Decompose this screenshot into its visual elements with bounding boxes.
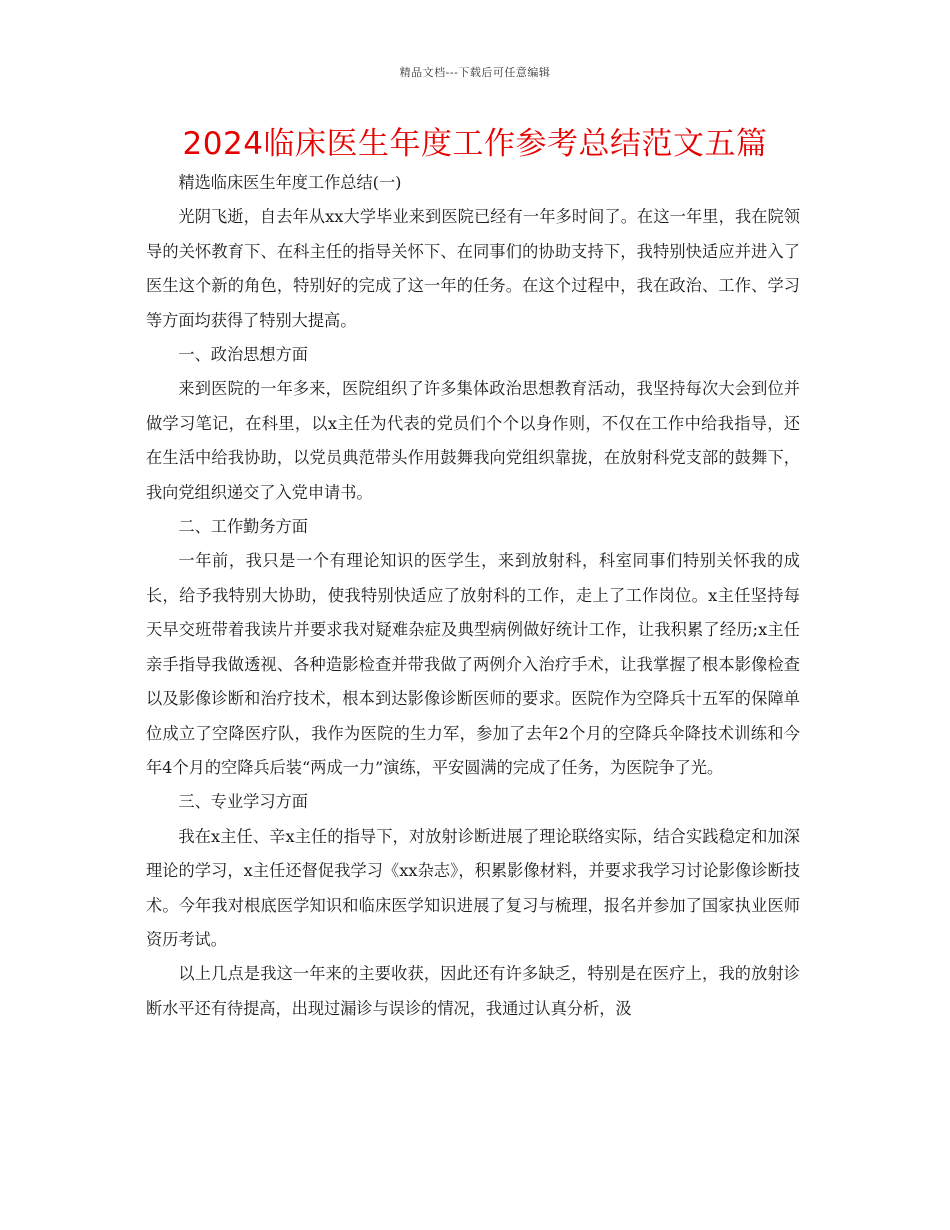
header-note: 精品文档---下载后可任意编辑 — [399, 66, 551, 79]
paragraph-summary: 以上几点是我这一年来的主要收获，因此还有许多缺乏，特别是在医疗上，我的放射诊断水平还有待提高，出现过漏诊与误诊的情况，我通过认真分析，汲 — [146, 964, 800, 1018]
heading-political: 一、政治思想方面 — [178, 345, 308, 365]
paragraph-intro: 光阴飞逝，自去年从xx大学毕业来到医院已经有一年多时间了。在这一年里，我在院领导的关怀教育下、在科主任的指导关怀下、在同事们的协助支持下，我特别快适应并进入了医生这个新的角色，特别好的完成了这一年的任务。在这个过程中，我在政治、工作、学习等方面均获得了特别大提高。 — [146, 207, 800, 330]
paragraph-study: 我在x主任、辛x主任的指导下，对放射诊断进展了理论联络实际，结合实践稳定和加深理论的学习，x主任还督促我学习《xx杂志》，积累影像材料，并要求我学习讨论影像诊断技术。今年我对根底医学知识和临床医学知识进展了复习与梳理，报名并参加了国家执业医师资历考试。 — [146, 826, 800, 949]
heading-work: 二、工作勤务方面 — [178, 517, 308, 537]
heading-study: 三、专业学习方面 — [178, 792, 308, 812]
section-subtitle: 精选临床医生年度工作总结(一) — [178, 173, 402, 192]
paragraph-work: 一年前，我只是一个有理论知识的医学生，来到放射科，科室同事们特别关怀我的成长，给予我特别大协助，使我特别快适应了放射科的工作，走上了工作岗位。x主任坚持每天早交班带着我读片并要求我对疑难杂症及典型病例做好统计工作，让我积累了经历;x主任亲手指导我做透视、各种造影检查并带我做了两例介入治疗手术，让我掌握了根本影像检查以及影像诊断和治疗技术，根本到达影像诊断医师的要求。医院作为空降兵十五军的保障单位成立了空降医疗队，我作为医院的生力军，参加了去年2个月的空降兵伞降技术训练和今年4个月的空降兵后装“两成一力”演练，平安圆满的完成了任务，为医院争了光。 — [146, 551, 800, 777]
document-body — [146, 166, 800, 1026]
document-title: 2024临床医生年度工作参考总结范文五篇 — [182, 126, 768, 162]
paragraph-political: 来到医院的一年多来，医院组织了许多集体政治思想教育活动，我坚持每次大会到位并做学习笔记，在科里，以x主任为代表的党员们个个以身作则，不仅在工作中给我指导，还在生活中给我协助，以党员典范带头作用鼓舞我向党组织靠拢，在放射科党支部的鼓舞下，我向党组织递交了入党申请书。 — [146, 379, 800, 502]
